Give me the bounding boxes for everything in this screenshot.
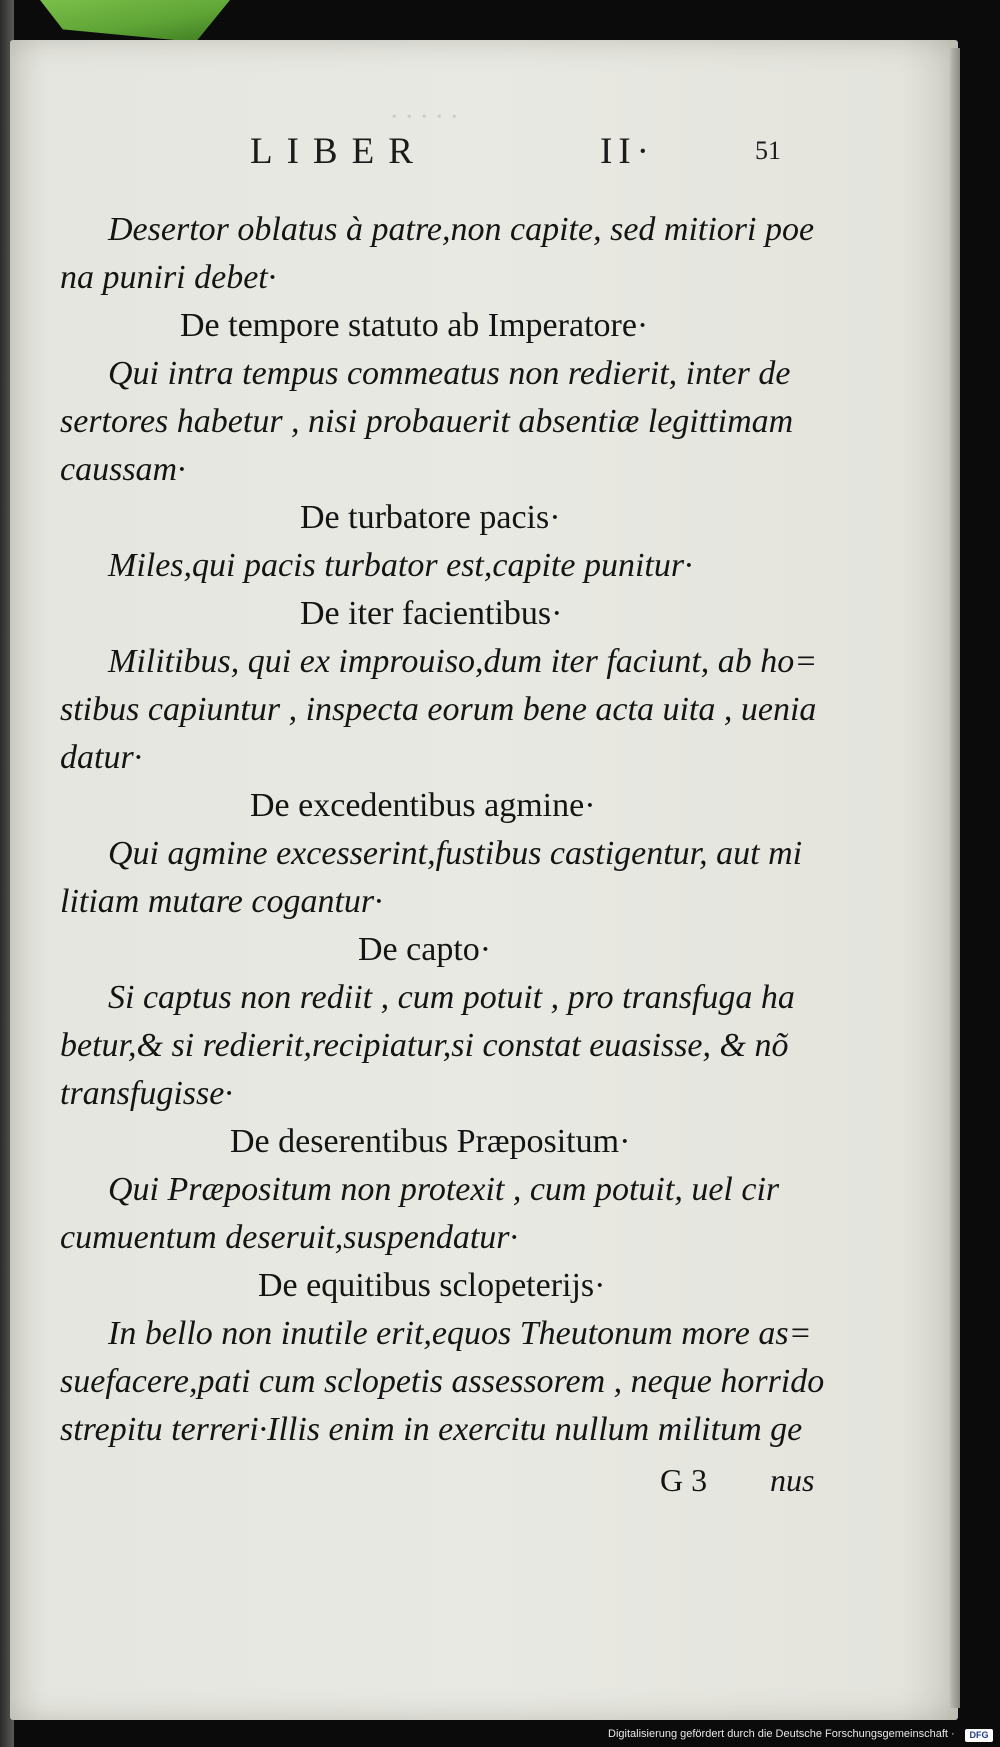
text-line: Desertor oblatus à patre,non capite, sed mitiori poe bbox=[108, 211, 815, 248]
text-line: sertores habetur , nisi probauerit absentiæ legittimam bbox=[60, 403, 794, 440]
section-heading: De deserentibus Præpositum· bbox=[230, 1123, 631, 1160]
text-line: strepitu terreri·Illis enim in exercitu nullum militum ge bbox=[60, 1411, 803, 1448]
text-line: Qui intra tempus commeatus non redierit, inter de bbox=[108, 355, 791, 392]
folio-number: 51 bbox=[755, 136, 781, 165]
section-heading: De tempore statuto ab Imperatore· bbox=[180, 307, 649, 344]
text-line: litiam mutare cogantur· bbox=[60, 883, 383, 920]
text-line: Qui Præpositum non protexit , cum potuit, uel cir bbox=[108, 1171, 780, 1208]
show-through-text: · · · · · bbox=[390, 100, 458, 133]
text-line: In bello non inutile erit,equos Theutonum more as= bbox=[108, 1315, 812, 1352]
section-heading: De iter facientibus· bbox=[300, 595, 563, 632]
running-head-title: LIBER bbox=[250, 131, 427, 172]
catchword: nus bbox=[770, 1462, 815, 1498]
text-line: betur,& si redierit,recipiatur,si constat euasisse, & nõ bbox=[60, 1027, 789, 1064]
page-footer bbox=[0, 1462, 1000, 1502]
signature-mark: G 3 bbox=[660, 1462, 708, 1498]
dfg-logo-icon: DFG bbox=[965, 1729, 993, 1742]
text-line: Qui agmine excesserint,fustibus castigentur, aut mi bbox=[108, 835, 803, 872]
text-line: datur· bbox=[60, 739, 143, 776]
text-line: na puniri debet· bbox=[60, 259, 277, 296]
credit-text: Digitalisierung gefördert durch die Deutsche Forschungsgemeinschaft · bbox=[608, 1728, 955, 1740]
text-line: cumuentum deseruit,suspendatur· bbox=[60, 1219, 519, 1256]
text-line: caussam· bbox=[60, 451, 186, 488]
digitization-credit bbox=[560, 1728, 1000, 1746]
page-stack-edge bbox=[950, 48, 960, 1708]
section-heading: De equitibus sclopeterijs· bbox=[258, 1267, 606, 1304]
text-line: suefacere,pati cum sclopetis assessorem , neque horrido bbox=[60, 1363, 825, 1400]
text-line: stibus capiuntur , inspecta eorum bene acta uita , uenia bbox=[60, 691, 817, 728]
text-line: Si captus non rediit , cum potuit , pro transfuga ha bbox=[108, 979, 795, 1016]
text-line: Militibus, qui ex improuiso,dum iter faciunt, ab ho= bbox=[108, 643, 818, 680]
running-header bbox=[0, 130, 1000, 170]
text-line: Miles,qui pacis turbator est,capite punitur· bbox=[108, 547, 693, 584]
section-heading: De capto· bbox=[358, 931, 492, 968]
book-number: II· bbox=[600, 131, 655, 172]
section-heading: De turbatore pacis· bbox=[300, 499, 561, 536]
section-heading: De excedentibus agmine· bbox=[250, 787, 596, 824]
text-line: transfugisse· bbox=[60, 1075, 233, 1112]
